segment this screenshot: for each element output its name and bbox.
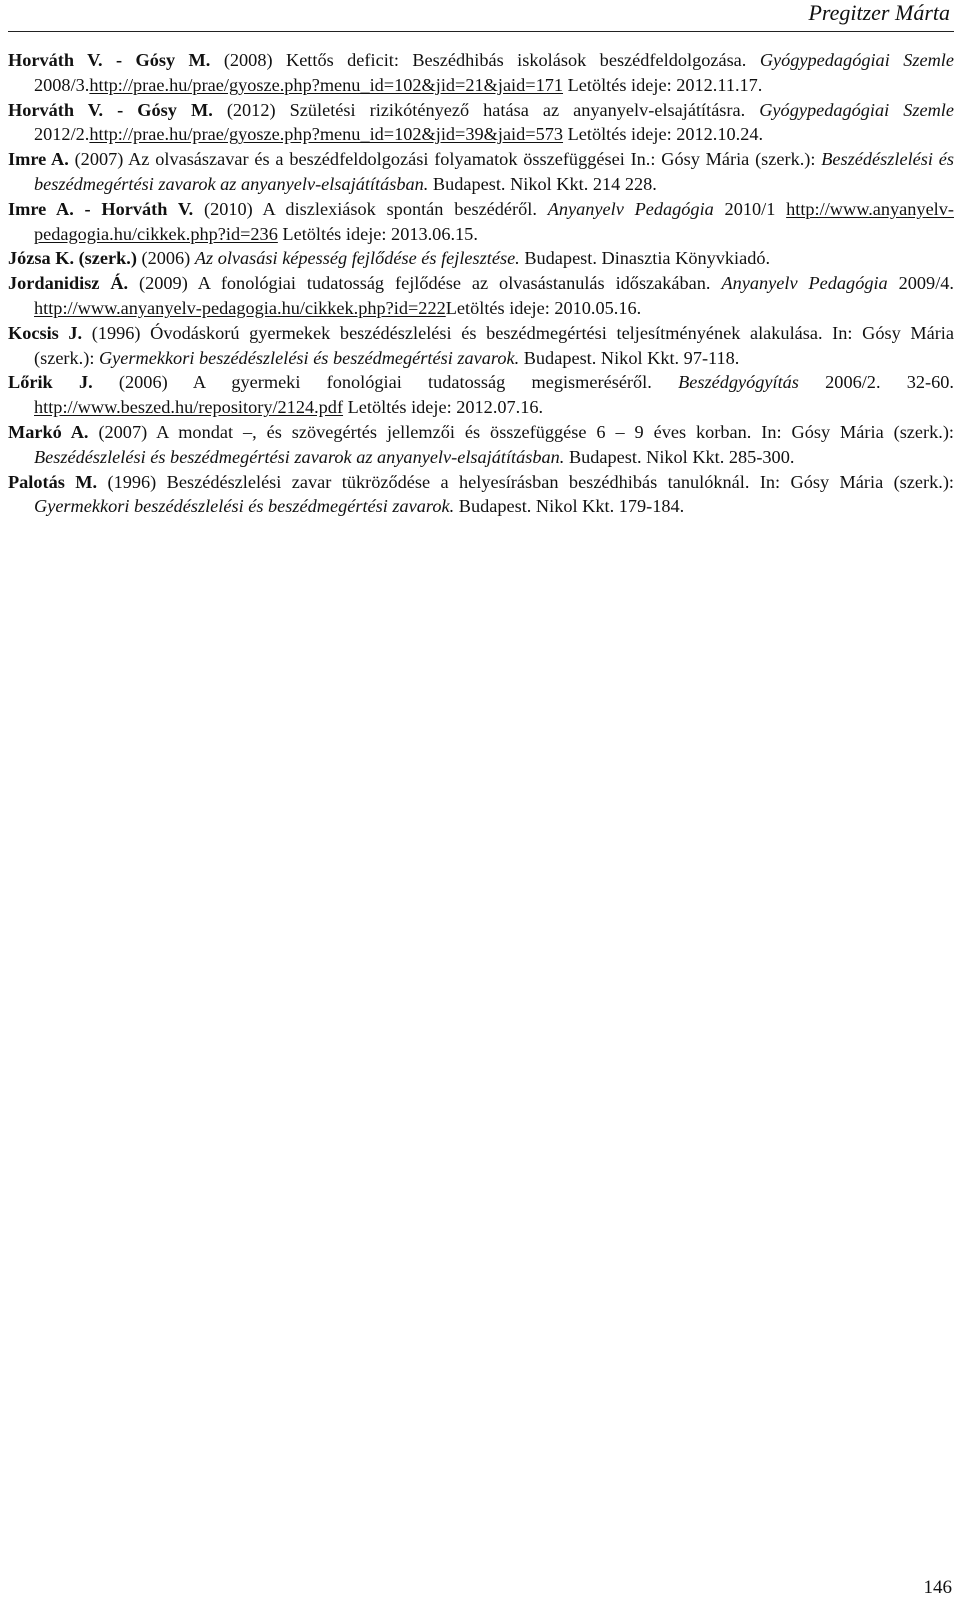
reference-entry <box>8 98 954 148</box>
reference-entry <box>8 321 954 371</box>
reference-title: Gyógypedagógiai Szemle <box>759 50 954 70</box>
reference-author: Imre A. <box>8 149 69 170</box>
reference-title: Beszédészlelési és beszédmegértési zavarok az anyanyelv-elsajátításban. <box>34 149 954 194</box>
reference-author: Józsa K. (szerk.) <box>8 248 137 269</box>
reference-title: Beszédgyógyítás <box>678 372 799 393</box>
reference-text: 2006/2. 32-60. <box>798 372 954 393</box>
reference-entry <box>8 147 954 197</box>
reference-text: Letöltés ideje: 2012.10.24. <box>563 124 764 145</box>
reference-link[interactable]: http://prae.hu/prae/gyosze.php?menu_id=102&jid=39&jaid=573 <box>89 124 564 145</box>
reference-link[interactable]: http://www.anyanyelv-pedagogia.hu/cikkek.php?id=222 <box>34 297 446 318</box>
reference-title: Anyanyelv Pedagógia <box>547 198 714 219</box>
header-divider <box>8 31 954 32</box>
reference-text: (1996) Óvodáskorú gyermekek beszédészlelési és beszédmegértési teljesítményének alakulása. In: Gósy Mária (szerk.): <box>34 322 954 368</box>
reference-title: Anyanyelv Pedagógia <box>721 273 888 294</box>
reference-link[interactable]: http://prae.hu/prae/gyosze.php?menu_id=102&jid=21&jaid=171 <box>89 74 564 95</box>
reference-text: Budapest. Dinasztia Könyvkiadó. <box>519 248 771 269</box>
reference-text: Letöltés ideje: 2012.07.16. <box>343 397 544 418</box>
reference-link[interactable]: http://www.beszed.hu/repository/2124.pdf <box>34 397 344 418</box>
reference-text: (2006) A gyermeki fonológiai tudatosság megismeréséről. <box>92 372 679 393</box>
running-header <box>0 0 960 38</box>
reference-text: Letöltés ideje: 2010.05.16. <box>445 297 642 318</box>
reference-text: Budapest. Nikol Kkt. 214 228. <box>428 173 657 194</box>
reference-text: Budapest. Nikol Kkt. 97-118. <box>519 347 740 368</box>
reference-text: (2012) Születési rizikótényező hatása az anyanyelv-elsajátításra. <box>212 99 760 120</box>
reference-text: (2007) A mondat –, és szövegértés jellemzői és összefüggése 6 – 9 éves korban. In: Gósy Mária (szerk.): <box>88 421 955 442</box>
reference-text: (2008) Kettős deficit: Beszédhibás iskolások beszédfeldolgozása. <box>210 50 760 70</box>
reference-text: (2009) A fonológiai tudatosság fejlődése az olvasástanulás időszakában. <box>128 273 722 294</box>
reference-text: (2010) A diszlexiások spontán beszédéről. <box>193 198 548 219</box>
reference-title: Gyermekkori beszédészlelési és beszédmegértési zavarok. <box>98 347 520 368</box>
reference-text: (2007) Az olvasászavar és a beszédfeldolgozási folyamatok összefüggései In.: Gósy Mária (szerk.): <box>68 149 822 170</box>
reference-list <box>8 48 954 519</box>
reference-text: 2009/4. <box>887 273 954 294</box>
reference-link[interactable]: http://www.anyanyelv-pedagogia.hu/cikkek.php?id=236 <box>34 198 954 244</box>
reference-entry <box>8 470 954 520</box>
reference-entry <box>8 370 954 420</box>
page-number: 146 <box>923 1577 952 1598</box>
reference-text: (1996) Beszédészlelési zavar tükröződése a helyesírásban beszédhibás tanulóknál. In: Gósy Mária (szerk.): <box>97 471 954 492</box>
reference-text: (2006) <box>136 248 195 269</box>
reference-text: 2010/1 <box>713 198 787 219</box>
reference-text: Budapest. Nikol Kkt. 179-184. <box>454 496 685 517</box>
reference-author: Horváth V. - Gósy M. <box>8 99 213 120</box>
reference-entry <box>8 197 954 247</box>
reference-text: Letöltés ideje: 2012.11.17. <box>563 74 763 95</box>
reference-title: Beszédészlelési és beszédmegértési zavarok az anyanyelv-elsajátításban. <box>34 446 565 467</box>
reference-text: Letöltés ideje: 2013.06.15. <box>277 223 478 244</box>
reference-author: Jordanidisz Á. <box>8 273 129 294</box>
running-header-title: Pregitzer Márta <box>808 0 950 25</box>
reference-author: Palotás M. <box>8 471 98 492</box>
reference-author: Kocsis J. <box>8 322 83 343</box>
reference-author: Imre A. - Horváth V. <box>8 198 194 219</box>
reference-author: Markó A. <box>8 421 89 442</box>
reference-entry <box>8 48 954 98</box>
reference-text: 2012/2. <box>34 124 90 145</box>
reference-entry <box>8 246 954 271</box>
reference-title: Az olvasási képesség fejlődése és fejlesztése. <box>194 248 520 269</box>
reference-author: Horváth V. - Gósy M. <box>8 50 211 70</box>
reference-author: Lőrik J. <box>8 372 93 393</box>
reference-title: Gyógypedagógiai Szemle <box>759 99 955 120</box>
reference-entry <box>8 420 954 470</box>
reference-text: 2008/3. <box>34 74 90 95</box>
reference-title: Gyermekkori beszédészlelési és beszédmegértési zavarok. <box>34 496 455 517</box>
reference-text: Budapest. Nikol Kkt. 285-300. <box>564 446 795 467</box>
reference-entry <box>8 271 954 321</box>
